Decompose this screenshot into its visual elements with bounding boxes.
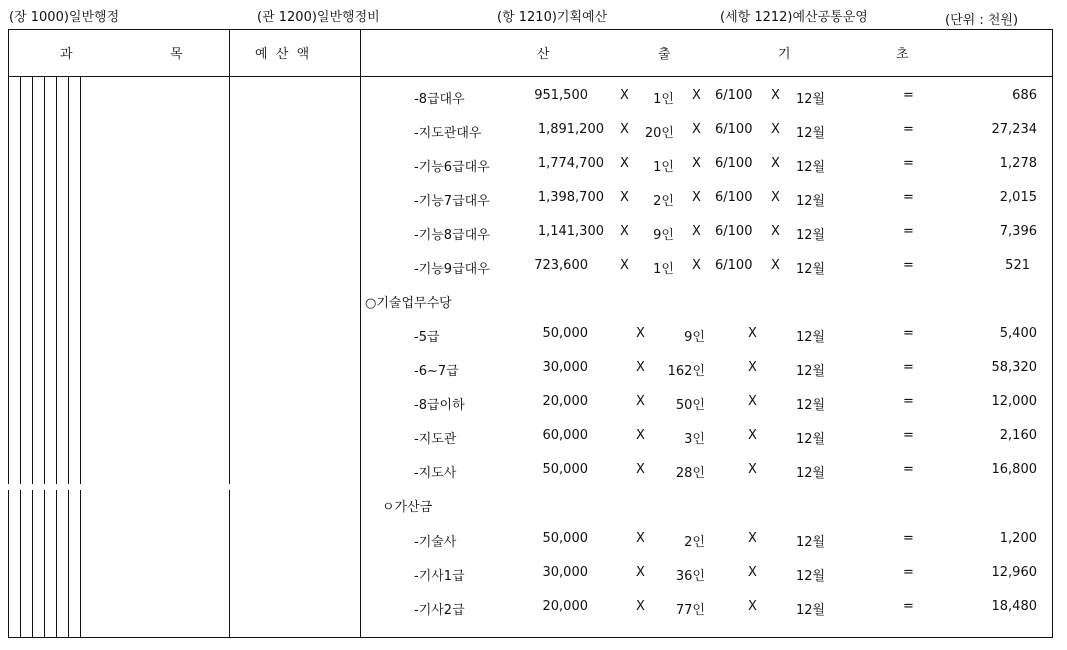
months: 12월 bbox=[796, 126, 826, 141]
multiply-sign: X bbox=[771, 88, 780, 103]
multiply-sign: X bbox=[748, 599, 757, 614]
row-total: 1,200 bbox=[999, 531, 1037, 546]
multiply-sign: X bbox=[748, 565, 757, 580]
row-total: 27,234 bbox=[991, 122, 1037, 137]
table-row bbox=[0, 599, 1067, 621]
months: 12월 bbox=[796, 228, 826, 243]
multiply-sign: X bbox=[636, 462, 645, 477]
multiply-sign: X bbox=[771, 190, 780, 205]
multiply-sign: X bbox=[692, 224, 701, 239]
unit-amount: 723,600 bbox=[534, 258, 588, 273]
headcount: 77인 bbox=[675, 603, 705, 618]
headcount: 162인 bbox=[667, 364, 705, 379]
row-total: 5,400 bbox=[999, 326, 1037, 341]
row-total: 12,960 bbox=[991, 565, 1037, 580]
row-total: 2,015 bbox=[999, 190, 1037, 205]
months: 12월 bbox=[796, 160, 826, 175]
column-header-gi: 기 bbox=[778, 47, 791, 62]
months: 12월 bbox=[796, 535, 826, 550]
months: 12월 bbox=[796, 364, 826, 379]
unit-amount: 30,000 bbox=[542, 360, 588, 375]
multiply-sign: X bbox=[620, 88, 629, 103]
table-row bbox=[0, 258, 1067, 280]
table-row bbox=[0, 360, 1067, 382]
multiply-sign: X bbox=[748, 326, 757, 341]
months: 12월 bbox=[796, 569, 826, 584]
header-jang: (장 1000)일반행정 bbox=[9, 10, 120, 25]
ratio: 6/100 bbox=[715, 224, 753, 239]
unit-amount: 50,000 bbox=[542, 462, 588, 477]
multiply-sign: X bbox=[748, 531, 757, 546]
equals-sign: = bbox=[903, 224, 914, 239]
multiply-sign: X bbox=[636, 531, 645, 546]
multiply-sign: X bbox=[692, 122, 701, 137]
multiply-sign: X bbox=[636, 360, 645, 375]
unit-amount: 20,000 bbox=[542, 599, 588, 614]
item-label: -기능8급대우 bbox=[414, 228, 490, 243]
item-label: -기능6급대우 bbox=[414, 160, 490, 175]
headcount: 9인 bbox=[684, 330, 705, 345]
table-row bbox=[0, 122, 1067, 144]
unit-amount: 50,000 bbox=[542, 531, 588, 546]
row-total: 521 bbox=[1005, 258, 1030, 273]
table-row bbox=[0, 394, 1067, 416]
column-header-san: 산 bbox=[537, 47, 550, 62]
headcount: 2인 bbox=[684, 535, 705, 550]
row-total: 2,160 bbox=[999, 428, 1037, 443]
row-total: 16,800 bbox=[991, 462, 1037, 477]
section-heading: ○기술업무수당 bbox=[365, 296, 452, 311]
item-label: -지도사 bbox=[414, 466, 457, 481]
header-sehang: (세항 1212)예산공통운영 bbox=[720, 10, 868, 25]
item-label: -기사1급 bbox=[414, 569, 465, 584]
item-label: -8급이하 bbox=[414, 398, 465, 413]
multiply-sign: X bbox=[636, 326, 645, 341]
item-label: -6~7급 bbox=[414, 364, 459, 379]
column-header-gwa: 과 bbox=[60, 47, 73, 62]
multiply-sign: X bbox=[771, 156, 780, 171]
table-row bbox=[0, 565, 1067, 587]
table-row bbox=[0, 326, 1067, 348]
table-row bbox=[0, 190, 1067, 212]
row-total: 18,480 bbox=[991, 599, 1037, 614]
table-row bbox=[0, 462, 1067, 484]
multiply-sign: X bbox=[636, 565, 645, 580]
multiply-sign: X bbox=[620, 224, 629, 239]
multiply-sign: X bbox=[620, 258, 629, 273]
multiply-sign: X bbox=[692, 258, 701, 273]
multiply-sign: X bbox=[692, 88, 701, 103]
equals-sign: = bbox=[903, 258, 914, 273]
item-label: -기사2급 bbox=[414, 603, 465, 618]
equals-sign: = bbox=[903, 360, 914, 375]
multiply-sign: X bbox=[636, 428, 645, 443]
headcount: 1인 bbox=[653, 160, 674, 175]
unit-amount: 30,000 bbox=[542, 565, 588, 580]
section-heading: ㅇ가산금 bbox=[382, 500, 433, 515]
multiply-sign: X bbox=[748, 462, 757, 477]
multiply-sign: X bbox=[748, 428, 757, 443]
headcount: 50인 bbox=[675, 398, 705, 413]
multiply-sign: X bbox=[748, 360, 757, 375]
headcount: 20인 bbox=[644, 126, 674, 141]
equals-sign: = bbox=[903, 531, 914, 546]
headcount: 2인 bbox=[653, 194, 674, 209]
unit-amount: 1,891,200 bbox=[537, 122, 604, 137]
headcount: 9인 bbox=[653, 228, 674, 243]
months: 12월 bbox=[796, 603, 826, 618]
multiply-sign: X bbox=[636, 599, 645, 614]
table-header-divider bbox=[8, 76, 1053, 77]
multiply-sign: X bbox=[771, 122, 780, 137]
item-label: -8급대우 bbox=[414, 92, 465, 107]
row-total: 7,396 bbox=[999, 224, 1037, 239]
equals-sign: = bbox=[903, 156, 914, 171]
row-total: 1,278 bbox=[999, 156, 1037, 171]
ratio: 6/100 bbox=[715, 156, 753, 171]
unit-amount: 1,774,700 bbox=[537, 156, 604, 171]
equals-sign: = bbox=[903, 326, 914, 341]
ratio: 6/100 bbox=[715, 88, 753, 103]
multiply-sign: X bbox=[620, 190, 629, 205]
equals-sign: = bbox=[903, 599, 914, 614]
multiply-sign: X bbox=[771, 224, 780, 239]
column-divider-yesan bbox=[360, 484, 361, 490]
equals-sign: = bbox=[903, 565, 914, 580]
multiply-sign: X bbox=[636, 394, 645, 409]
table-row bbox=[0, 531, 1067, 553]
table-row bbox=[0, 156, 1067, 178]
ratio: 6/100 bbox=[715, 122, 753, 137]
multiply-sign: X bbox=[620, 156, 629, 171]
table-row bbox=[0, 88, 1067, 110]
unit-amount: 60,000 bbox=[542, 428, 588, 443]
item-label: -기능7급대우 bbox=[414, 194, 490, 209]
row-total: 686 bbox=[1012, 88, 1037, 103]
unit-amount: 20,000 bbox=[542, 394, 588, 409]
headcount: 1인 bbox=[653, 92, 674, 107]
multiply-sign: X bbox=[692, 190, 701, 205]
equals-sign: = bbox=[903, 462, 914, 477]
multiply-sign: X bbox=[620, 122, 629, 137]
item-label: -5급 bbox=[414, 330, 440, 345]
column-header-cho: 초 bbox=[896, 47, 909, 62]
equals-sign: = bbox=[903, 88, 914, 103]
equals-sign: = bbox=[903, 122, 914, 137]
header-hang: (항 1210)기획예산 bbox=[497, 10, 608, 25]
item-label: -지도관대우 bbox=[414, 126, 482, 141]
ratio: 6/100 bbox=[715, 258, 753, 273]
headcount: 28인 bbox=[675, 466, 705, 481]
column-header-chul: 출 bbox=[658, 47, 671, 62]
unit-amount: 50,000 bbox=[542, 326, 588, 341]
header-gwan: (관 1200)일반행정비 bbox=[257, 10, 380, 25]
unit-amount: 1,398,700 bbox=[537, 190, 604, 205]
equals-sign: = bbox=[903, 428, 914, 443]
header-unit: (단위 : 천원) bbox=[945, 13, 1019, 28]
multiply-sign: X bbox=[748, 394, 757, 409]
months: 12월 bbox=[796, 92, 826, 107]
months: 12월 bbox=[796, 432, 826, 447]
ratio: 6/100 bbox=[715, 190, 753, 205]
table-row bbox=[0, 428, 1067, 450]
row-total: 58,320 bbox=[991, 360, 1037, 375]
row-total: 12,000 bbox=[991, 394, 1037, 409]
page-break-gap bbox=[8, 484, 360, 490]
equals-sign: = bbox=[903, 190, 914, 205]
item-label: -지도관 bbox=[414, 432, 457, 447]
months: 12월 bbox=[796, 262, 826, 277]
multiply-sign: X bbox=[771, 258, 780, 273]
months: 12월 bbox=[796, 466, 826, 481]
item-label: -기능9급대우 bbox=[414, 262, 490, 277]
column-header-yesan: 예 산 액 bbox=[255, 47, 310, 62]
months: 12월 bbox=[796, 194, 826, 209]
multiply-sign: X bbox=[692, 156, 701, 171]
unit-amount: 1,141,300 bbox=[537, 224, 604, 239]
table-row bbox=[0, 224, 1067, 246]
unit-amount: 951,500 bbox=[534, 88, 588, 103]
column-header-mok: 목 bbox=[170, 47, 183, 62]
headcount: 1인 bbox=[653, 262, 674, 277]
months: 12월 bbox=[796, 398, 826, 413]
headcount: 3인 bbox=[684, 432, 705, 447]
headcount: 36인 bbox=[675, 569, 705, 584]
equals-sign: = bbox=[903, 394, 914, 409]
item-label: -기술사 bbox=[414, 535, 457, 550]
months: 12월 bbox=[796, 330, 826, 345]
